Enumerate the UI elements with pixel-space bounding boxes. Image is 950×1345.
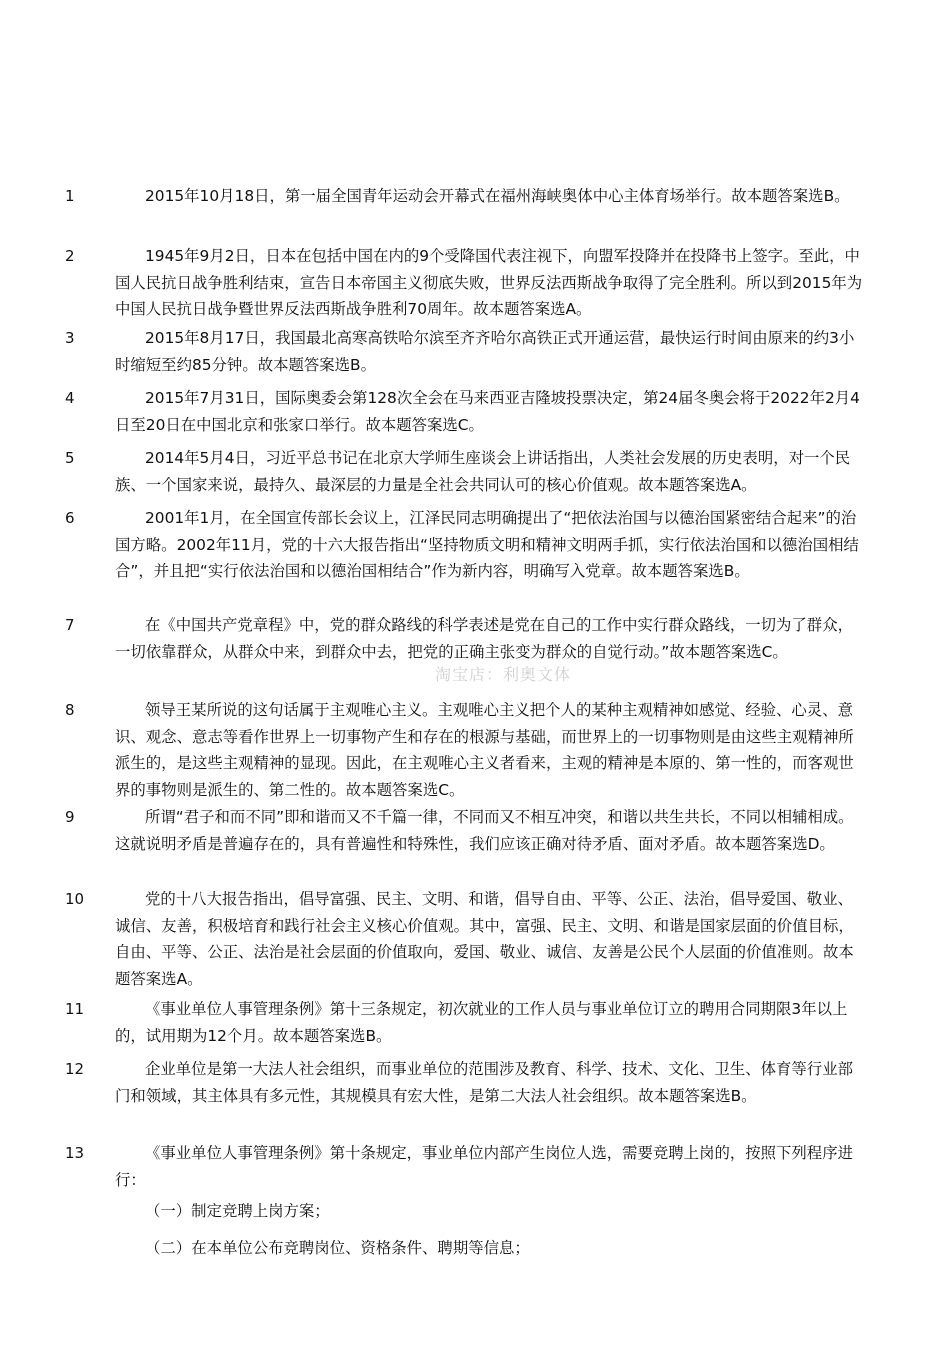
item-text: 企业单位是第一大法人社会组织，而事业单位的范围涉及教育、科学、技术、文化、卫生、体育等行业部门和领域，其主体具有多元性，其规模具有宏大性，是第二大法人社会组织。故本题答案选B。 [115,1060,853,1105]
item-text: 2015年10月18日，第一届全国青年运动会开幕式在福州海峡奥体中心主体育场举行。故本题答案选B。 [145,187,850,205]
item-text: 党的十八大报告指出，倡导富强、民主、文明、和谐，倡导自由、平等、公正、法治，倡导爱国、敬业、诚信、友善，积极培育和践行社会主义核心价值观。其中，富强、民主、文明、和谐是国家层面的价值目标，自由、平等、公正、法治是社会层面的价值取向，爱国、敬业、诚信、友善是公民个人层面的价值准则。故本题答案选A。 [115,890,854,988]
item-text: 在《中国共产党章程》中，党的群众路线的科学表述是党在自己的工作中实行群众路线，一切为了群众，一切依靠群众，从群众中来，到群众中去，把党的正确主张变为群众的自觉行动。”故本题答案选C。 [115,616,853,661]
item-number: 7 [65,616,75,634]
item-number: 5 [65,449,75,467]
item-text: 2001年1月，在全国宣传部长会议上，江泽民同志明确提出了“把依法治国与以德治国紧密结合起来”的治国方略。2002年11月，党的十六大报告指出“坚持物质文明和精神文明两手抓，实行依法治国和以德治国相结合”，并且把“实行依法治国和以德治国相结合”作为新内容，明确写入党章。故本题答案选B。 [115,509,859,580]
item-number: 8 [65,701,75,719]
item-text: 《事业单位人事管理条例》第十三条规定，初次就业的工作人员与事业单位订立的聘用合同期限3年以上的，试用期为12个月。故本题答案选B。 [115,1000,848,1045]
item-number: 13 [65,1144,85,1162]
item-text: 领导王某所说的这句话属于主观唯心主义。主观唯心主义把个人的某种主观精神如感觉、经验、心灵、意识、观念、意志等看作世界上一切事物产生和存在的根源与基础，而世界上的一切事物则是由这些主观精神所派生的，是这些主观精神的显现。因此，在主观唯心主义者看来，主观的精神是本原的、第一性的，而客观世界的事物则是派生的、第二性的。故本题答案选C。 [115,701,854,799]
item-number: 12 [65,1060,85,1078]
item-number: 9 [65,808,75,826]
item-number: 4 [65,389,75,407]
item-number: 2 [65,247,75,265]
procedure-step: （一）制定竞聘上岗方案； [145,1202,330,1220]
procedure-step: （二）在本单位公布竞聘岗位、资格条件、聘期等信息； [145,1239,530,1257]
item-number: 10 [65,890,85,908]
item-text: 2014年5月4日，习近平总书记在北京大学师生座谈会上讲话指出，人类社会发展的历史表明，对一个民族、一个国家来说，最持久、最深层的力量是全社会共同认可的核心价值观。故本题答案选A。 [115,449,851,494]
item-text: 2015年8月17日，我国最北高寒高铁哈尔滨至齐齐哈尔高铁正式开通运营，最快运行时间由原来的约3小时缩短至约85分钟。故本题答案选B。 [115,329,855,374]
item-number: 3 [65,329,75,347]
item-number: 11 [65,1000,85,1018]
watermark: 淘宝店：利奥文体 [435,665,572,684]
item-text: 《事业单位人事管理条例》第十条规定，事业单位内部产生岗位人选，需要竞聘上岗的，按照下列程序进行： [115,1144,853,1189]
item-number: 6 [65,509,75,527]
item-text: 2015年7月31日，国际奥委会第128次全会在马来西亚吉隆坡投票决定，第24届冬奥会将于2022年2月4日至20日在中国北京和张家口举行。故本题答案选C。 [115,389,860,434]
item-text: 所谓“君子和而不同”即和谐而又不千篇一律，不同而又不相互冲突，和谐以共生共长，不同以相辅相成。这就说明矛盾是普遍存在的，具有普遍性和特殊性，我们应该正确对待矛盾、面对矛盾。故本题答案选D。 [115,808,854,853]
item-text: 1945年9月2日，日本在包括中国在内的9个受降国代表注视下，向盟军投降并在投降书上签字。至此，中国人民抗日战争胜利结束，宣告日本帝国主义彻底失败，世界反法西斯战争取得了完全胜利。所以到2015年为中国人民抗日战争暨世界反法西斯战争胜利70周年。故本题答案选A。 [115,247,863,318]
item-number: 1 [65,187,75,205]
